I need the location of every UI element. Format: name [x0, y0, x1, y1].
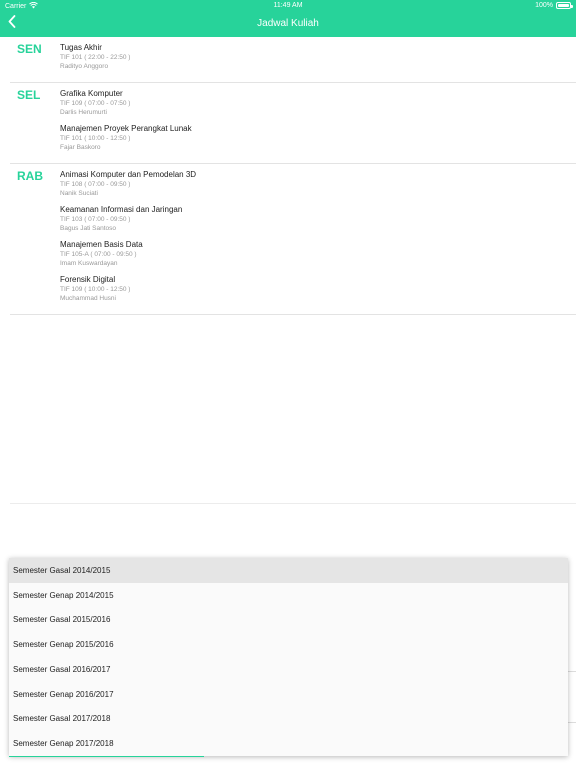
semester-option[interactable]: Semester Genap 2016/2017: [13, 689, 114, 699]
battery-percent: 100%: [535, 2, 553, 9]
page-title: Jadwal Kuliah: [257, 18, 319, 29]
course-title: Keamanan Informasi dan Jaringan: [60, 205, 183, 214]
course-code: TIF 105-A ( 07:00 - 09:50 ): [60, 251, 137, 258]
course-lecturer: Radityo Anggoro: [60, 63, 109, 70]
day-label: SEN: [17, 42, 42, 56]
day-label: RAB: [17, 169, 43, 183]
semester-option[interactable]: Semester Genap 2014/2015: [13, 590, 114, 600]
semester-option[interactable]: Semester Genap 2017/2018: [13, 739, 114, 749]
battery-fill: [558, 4, 569, 7]
course-lecturer: Imam Kuswardayan: [60, 260, 118, 267]
course-lecturer: Darlis Herumurti: [60, 109, 107, 116]
divider: [568, 671, 576, 672]
course-title: Manajemen Proyek Perangkat Lunak: [60, 124, 192, 133]
semester-select-underline: [9, 756, 204, 757]
course-code: TIF 103 ( 07:00 - 09:50 ): [60, 216, 131, 223]
course-title: Tugas Akhir: [60, 43, 102, 52]
course-item[interactable]: [60, 168, 576, 203]
course-item[interactable]: [60, 203, 576, 238]
day-group-sen: [10, 37, 576, 83]
course-item[interactable]: [60, 273, 576, 308]
semester-option[interactable]: Semester Gasal 2014/2015: [9, 558, 568, 583]
course-lecturer: Muchammad Husni: [60, 295, 116, 302]
divider: [10, 503, 576, 504]
semester-option[interactable]: Semester Genap 2015/2016: [13, 640, 114, 650]
course-item[interactable]: [60, 122, 576, 157]
course-title: Animasi Komputer dan Pemodelan 3D: [60, 170, 197, 179]
course-code: TIF 109 ( 07:00 - 07:50 ): [60, 100, 131, 107]
course-code: TIF 101 ( 10:00 - 12:50 ): [60, 135, 131, 142]
status-time: 11:49 AM: [273, 2, 303, 9]
course-item[interactable]: [60, 238, 576, 273]
day-label: SEL: [17, 88, 41, 102]
day-group-sel: [10, 83, 576, 164]
semester-dropdown-menu: [9, 558, 568, 756]
course-title: Forensik Digital: [60, 275, 116, 284]
schedule-list: [0, 37, 576, 315]
semester-option[interactable]: Semester Gasal 2017/2018: [13, 714, 111, 724]
semester-option[interactable]: Semester Gasal 2015/2016: [13, 615, 111, 625]
divider: [568, 722, 576, 723]
course-code: TIF 101 ( 22:00 - 22:50 ): [60, 54, 131, 61]
course-code: TIF 109 ( 10:00 - 12:50 ): [60, 286, 131, 293]
status-right: [535, 2, 571, 9]
semester-option[interactable]: Semester Gasal 2016/2017: [13, 664, 111, 674]
course-item[interactable]: [60, 41, 576, 76]
course-lecturer: Fajar Baskoro: [60, 144, 101, 151]
status-bar: [0, 0, 576, 12]
battery-icon: [556, 2, 571, 9]
navigation-bar: [0, 0, 576, 37]
course-title: Manajemen Basis Data: [60, 240, 143, 249]
course-title: Grafika Komputer: [60, 89, 123, 98]
day-group-rab: [10, 164, 576, 315]
course-lecturer: Bagus Jati Santoso: [60, 225, 117, 232]
course-code: TIF 108 ( 07:00 - 09:50 ): [60, 181, 131, 188]
course-item[interactable]: [60, 87, 576, 122]
course-lecturer: Nanik Suciati: [60, 190, 98, 197]
carrier-label: Carrier: [5, 3, 27, 10]
